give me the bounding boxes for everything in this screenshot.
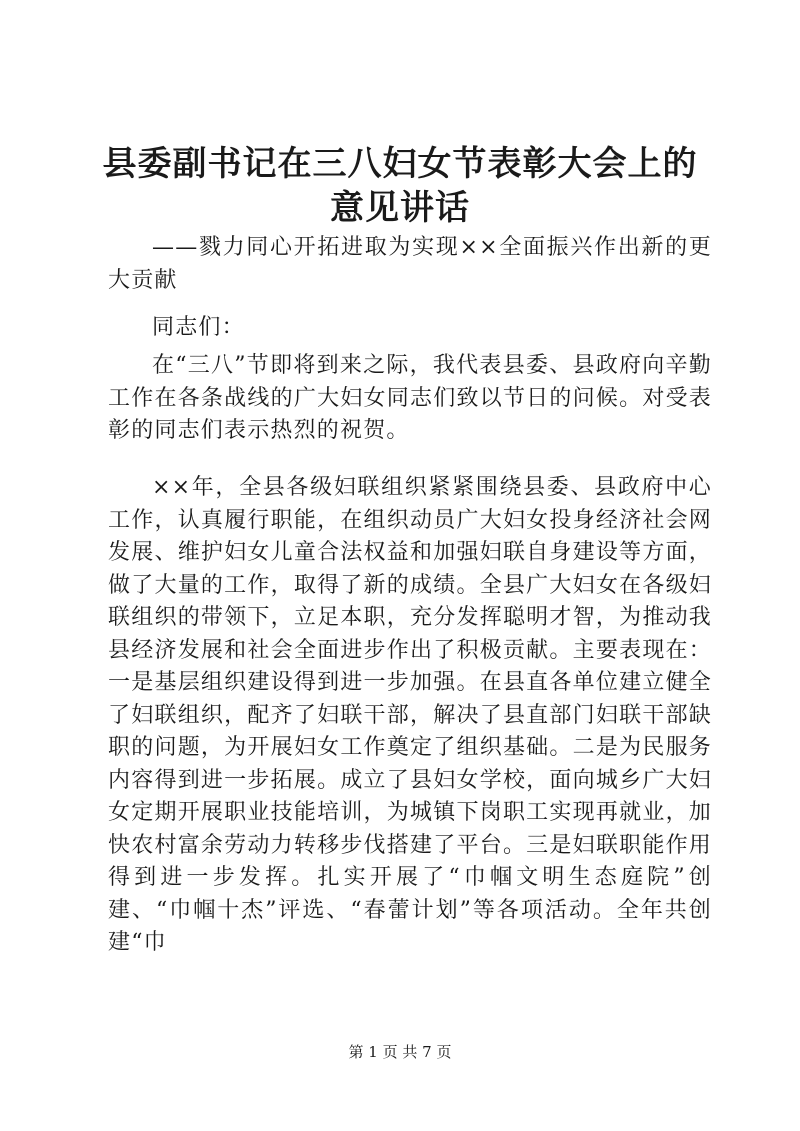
greeting: 同志们： [152, 315, 245, 340]
paragraph: ××年，全县各级妇联组织紧紧围绕县委、县政府中心工作，认真履行职能，在组织动员广大妇女投身经济社会网发展、维护妇女儿童合法权益和加强妇联自身建设等方面，做了大量的工作，取得了新的成绩。全县广大妇女在各级妇联组织的带领下，立足本职，充分发挥聪明才智，为推动我县经济发展和社会全面进步作出了积极贡献。主要表现在：一是基层组织建设得到进一步加强。在县直各单位建立健全了妇联组织，配齐了妇联干部，解决了县直部门妇联干部缺职的问题，为开展妇女工作奠定了组织基础。二是为民服务内容得到进一步拓展。成立了县妇女学校，面向城乡广大妇女定期开展职业技能培训，为城镇下岗职工实现再就业，加快农村富余劳动力转移步伐搭建了平台。三是妇联职能作用得到进一步发挥。扎实开展了“巾帼文明生态庭院”创建、“巾帼十杰”评选、“春蕾计划”等各项活动。全年共创建“巾 [108, 475, 712, 955]
page-number: 第 1 页 共 7 页 [348, 1043, 452, 1061]
paragraph: 在“三八”节即将到来之际，我代表县委、县政府向辛勤工作在各条战线的广大妇女同志们致以节日的问候。对受表彰的同志们表示热烈的祝贺。 [108, 353, 712, 443]
document-subtitle: ——戮力同心开拓进取为实现××全面振兴作出新的更大贡献 [108, 235, 712, 293]
document-title: 县委副书记在三八妇女节表彰大会上的意见讲话 [102, 144, 698, 228]
